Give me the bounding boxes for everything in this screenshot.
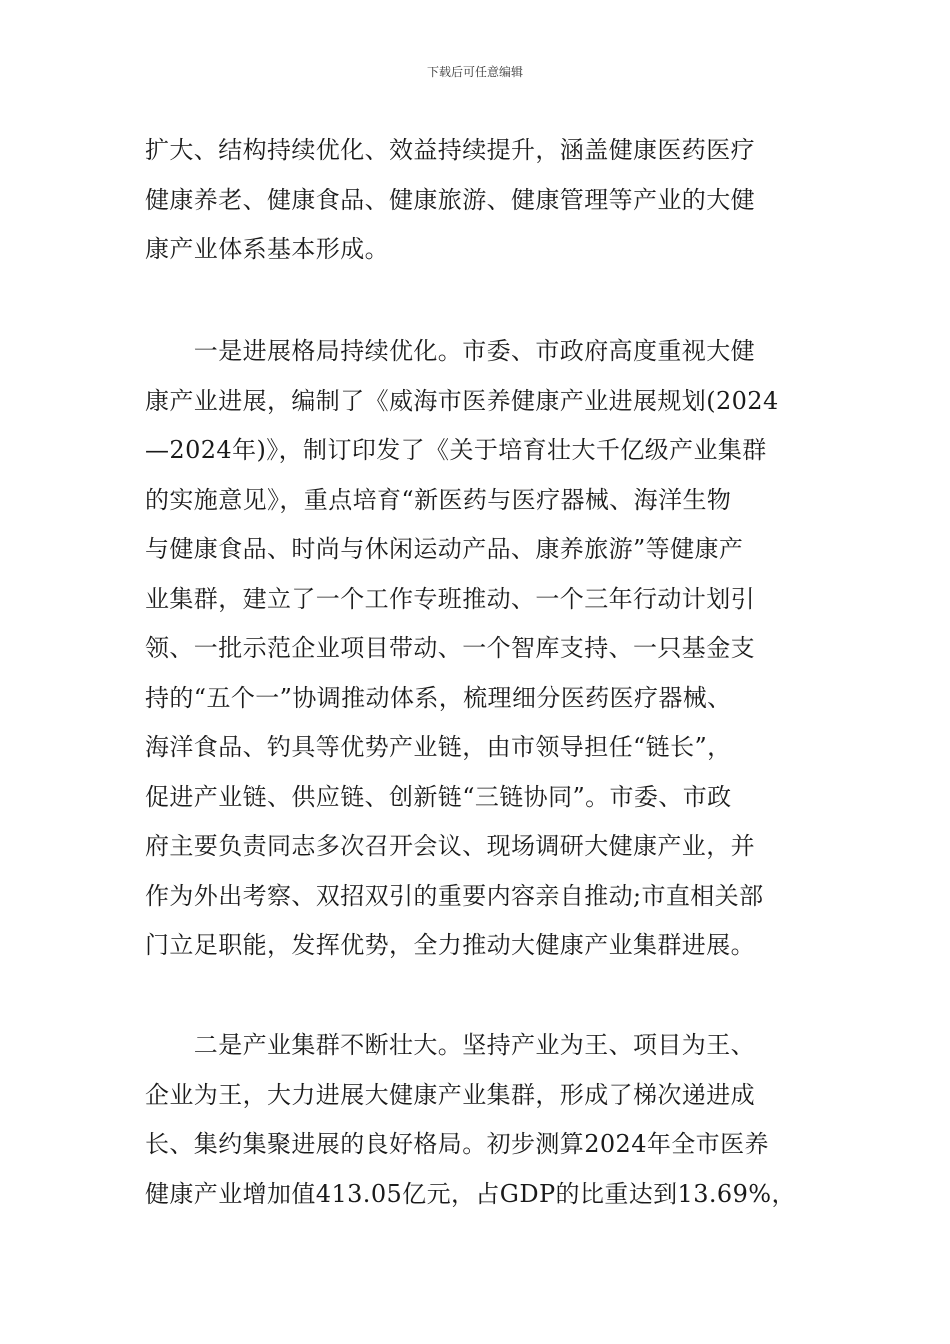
paragraph-3 [145,1021,810,1219]
paragraph-line: 业集群，建立了一个工作专班推动、一个三年行动计划引 [145,584,755,613]
paragraph-line: 门立足职能，发挥优势，全力推动大健康产业集群进展。 [145,931,755,959]
paragraph-line: 康产业进展，编制了《威海市医养健康产业进展规划(2024 [145,386,779,415]
paragraph-line: —2024年)》，制订印发了《关于培育壮大千亿级产业集群 [145,436,767,464]
paragraph-line: 一是进展格局持续优化。市委、市政府高度重视大健 [145,337,755,365]
paragraph-line: 扩大、结构持续优化、效益持续提升，涵盖健康医药医疗 [145,136,755,164]
paragraph-line: 长、集约集聚进展的良好格局。初步测算2024年全市医养 [145,1130,769,1158]
paragraph-line: 海洋食品、钓具等优势产业链，由市领导担任“链长”， [145,733,732,761]
paragraph-line: 作为外出考察、双招双引的重要内容亲自推动;市直相关部 [145,881,764,910]
paragraph-line: 持的“五个一”协调推动体系，梳理细分医药医疗器械、 [145,683,732,712]
paragraph-line: 企业为王，大力进展大健康产业集群，形成了梯次递进成 [145,1080,755,1109]
paragraph-line: 促进产业链、供应链、创新链“三链协同”。市委、市政 [145,782,732,811]
paragraph-line: 健康养老、健康食品、健康旅游、健康管理等产业的大健 [145,185,755,214]
header-note: 下载后可任意编辑 [426,65,523,79]
paragraph-line: 与健康食品、时尚与休闲运动产品、康养旅游”等健康产 [145,535,744,563]
paragraph-2 [145,327,810,971]
paragraph-line: 的实施意见》，重点培育“新医药与医疗器械、海洋生物 [145,485,732,514]
paragraph-line: 领、一批示范企业项目带动、一个智库支持、一只基金支 [145,634,755,662]
paragraph-1 [145,126,810,275]
paragraph-line: 二是产业集群不断壮大。坚持产业为王、项目为王、 [145,1031,755,1059]
paragraph-line: 府主要负责同志多次召开会议、现场调研大健康产业，并 [145,832,755,860]
paragraph-line: 健康产业增加值413.05亿元，占GDP的比重达到13.69%， [145,1179,796,1208]
paragraph-line: 康产业体系基本形成。 [145,235,389,263]
